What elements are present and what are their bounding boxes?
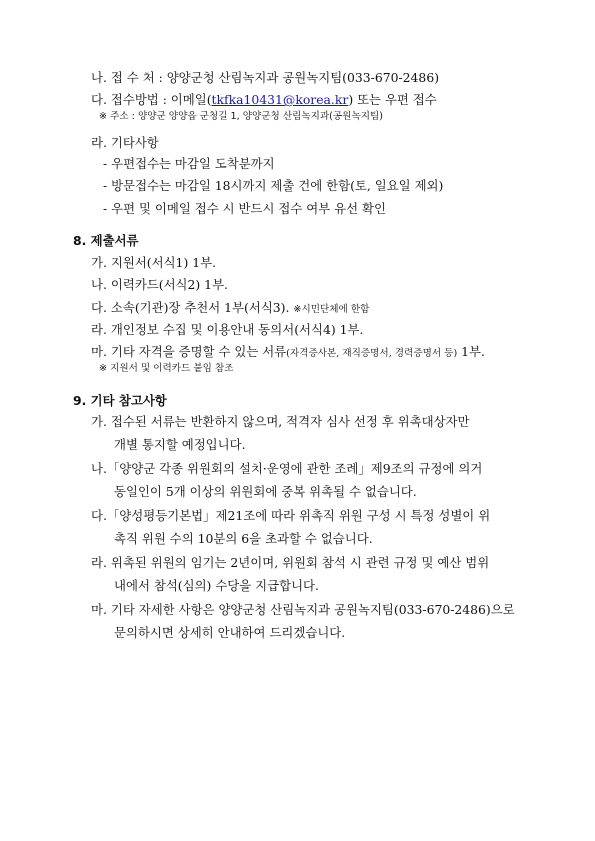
item-tail: 1부. [457,344,485,359]
other-info-bullet: - 방문접수는 마감일 18시까지 제출 건에 한함(토, 일요일 제외) [103,178,444,193]
item-label: 마. [91,344,107,359]
item-text-prefix: 접수방법 : 이메일( [110,92,212,107]
item-label: 가. [91,255,107,270]
reference-item [91,602,515,618]
email-link[interactable]: tkfka10431@korea.kr [211,92,349,107]
reference-item-continuation: 내에서 참석(심의) 수당을 지급합니다. [114,578,319,593]
contact-office-line [91,70,439,86]
address-note: ※ 주소 : 양양군 양양읍 군청길 1, 양양군청 산림녹지과(공원녹지팀) [99,111,383,122]
item-text: 「양성평등기본법」제21조에 따라 위촉직 위원 구성 시 특정 성별이 위 [106,508,491,523]
reference-item [91,414,470,430]
reference-item [91,555,489,571]
item-text-suffix: ) 또는 우편 접수 [348,92,437,107]
reference-item-continuation: 개별 통지할 예정입니다. [114,437,246,452]
item-label: 가. [91,414,107,429]
document-item [91,344,485,362]
item-label: 나. [91,461,107,476]
section-9-title: 9. 기타 참고사항 [73,393,167,408]
reference-item-continuation: 촉직 위원 수의 10분의 6을 초과할 수 없습니다. [114,531,373,546]
item-small-note: ※시민단체에 한함 [293,304,370,315]
item-text: 이력카드(서식2) 1부. [110,277,228,292]
document-item [91,255,216,271]
item-label: 나. [91,277,107,292]
item-text: 지원서(서식1) 1부. [110,255,217,270]
other-info-bullet: - 우편 및 이메일 접수 시 반드시 접수 여부 유선 확인 [103,201,386,216]
item-text: 기타 자세한 사항은 양양군청 산림녹지과 공원녹지팀(033-670-2486)으로 [110,602,515,617]
attachment-note: ※ 지원서 및 이력카드 붙임 참조 [99,363,234,374]
item-label: 마. [91,602,107,617]
section-8-title: 8. 제출서류 [73,233,139,248]
item-small-text: (자격증사본, 재직증명서, 경력증명서 등) [286,348,458,359]
item-label: 나. [91,70,107,85]
document-item [91,322,363,338]
item-text: 위촉된 위원의 임기는 2년이며, 위원회 참석 시 관련 규정 및 예산 범위 [110,555,490,570]
item-text: 기타 자격을 증명할 수 있는 서류 [110,344,287,359]
item-text: 접 수 처 : 양양군청 산림녹지과 공원녹지팀(033-670-2486) [110,70,440,85]
item-text: 소속(기관)장 추천서 1부(서식3). [110,300,290,315]
reference-item [91,508,490,524]
other-info-bullet: - 우편접수는 마감일 도착분까지 [103,156,275,171]
item-label: 라. [91,135,107,150]
item-text: 기타사항 [110,135,159,150]
reference-item-continuation: 문의하시면 상세히 안내하여 드리겠습니다. [114,625,346,640]
document-item [91,300,369,318]
item-label: 라. [91,555,107,570]
submission-method-line [91,92,437,108]
item-label: 라. [91,322,107,337]
item-label: 다. [91,300,107,315]
item-label: 다. [91,508,107,523]
other-info-heading [91,135,159,151]
document-item [91,277,228,293]
item-text: 「양양군 각종 위원회의 설치·운영에 관한 조례」제9조의 규정에 의거 [106,461,483,476]
item-label: 다. [91,92,107,107]
reference-item [91,461,482,477]
reference-item-continuation: 동일인이 5개 이상의 위원회에 중복 위촉될 수 없습니다. [114,484,417,499]
item-text: 개인정보 수집 및 이용안내 동의서(서식4) 1부. [110,322,364,337]
item-text: 접수된 서류는 반환하지 않으며, 적격자 심사 선정 후 위촉대상자만 [110,414,470,429]
